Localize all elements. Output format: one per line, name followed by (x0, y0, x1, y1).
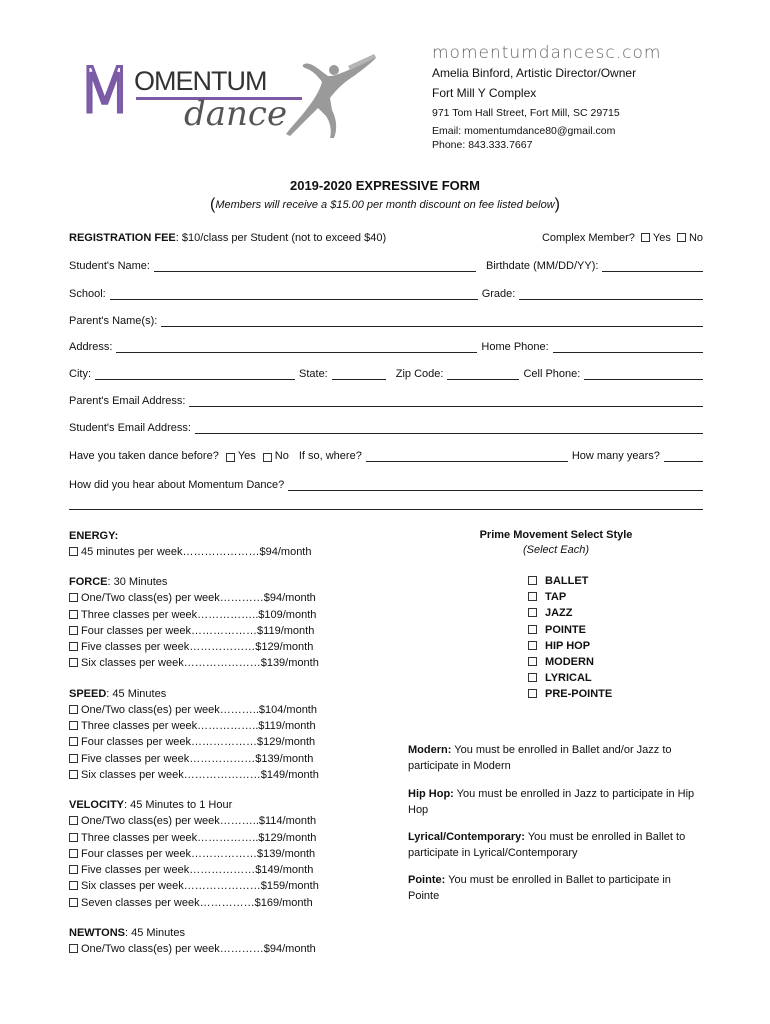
speed-duration: : 45 Minutes (106, 687, 167, 700)
option-label: Six classes per week…………………$159/month (81, 880, 319, 893)
address-label: Address: (69, 341, 113, 353)
option-label: Five classes per week………………$129/month (81, 641, 314, 654)
complex-member-yes-checkbox[interactable] (641, 233, 650, 242)
price-option[interactable] (69, 655, 349, 671)
registration-label: REGISTRATION FEE (69, 232, 176, 244)
style-label: PRE-POINTE (545, 688, 613, 701)
grade-label: Grade: (481, 288, 516, 300)
section-divider (69, 509, 703, 510)
parent-email-label: Parent's Email Address: (69, 395, 186, 407)
school-row (69, 284, 703, 300)
note-modern (408, 743, 698, 774)
force-name: FORCE (69, 576, 108, 589)
force-title (69, 574, 349, 590)
option-checkbox[interactable] (69, 754, 78, 763)
option-label: Four classes per week………………$129/month (81, 736, 316, 749)
style-option[interactable] (528, 670, 708, 686)
option-checkbox[interactable] (69, 898, 78, 907)
option-checkbox[interactable] (69, 833, 78, 842)
style-checkbox[interactable] (528, 689, 537, 698)
option-checkbox[interactable] (69, 849, 78, 858)
student-email-label: Student's Email Address: (69, 422, 191, 434)
price-option[interactable] (69, 544, 349, 560)
hear-about-label: How did you hear about Momentum Dance? (69, 479, 285, 491)
registration-text: : $10/class per Student (not to exceed $40) (175, 232, 387, 244)
option-label: Six classes per week…………………$139/month (81, 657, 319, 670)
option-checkbox[interactable] (69, 944, 78, 953)
option-checkbox[interactable] (69, 547, 78, 556)
note-lyrical (408, 830, 698, 861)
option-label: Five classes per week………………$149/month (81, 864, 314, 877)
how-many-years-label: How many years? (571, 450, 660, 462)
option-label: Five classes per week………………$139/month (81, 752, 314, 765)
subtitle-text: Members will receive a $15.00 per month discount on fee listed below (215, 199, 555, 211)
cell-phone-field[interactable] (584, 369, 703, 380)
option-label: Six classes per week…………………$149/month (81, 768, 319, 781)
note-text: You must be enrolled in Ballet and/or Jazz to participate in Modern (408, 744, 672, 772)
price-option[interactable] (69, 702, 349, 718)
taken-dance-label: Have you taken dance before? (69, 450, 219, 462)
speed-title (69, 686, 349, 702)
parents-names-field[interactable] (161, 316, 703, 327)
email-text: Email: momentumdance80@gmail.com (432, 125, 616, 137)
city-field[interactable] (95, 369, 295, 380)
option-label: 45 minutes per week…………………$94/month (81, 546, 312, 558)
hear-about-row (69, 475, 703, 491)
address-text: 971 Tom Hall Street, Fort Mill, SC 29715 (432, 107, 620, 119)
complex-member-no-checkbox[interactable] (677, 233, 686, 242)
registration-fee (69, 232, 390, 244)
owner-text: Amelia Binford, Artistic Director/Owner (432, 66, 637, 80)
option-checkbox[interactable] (69, 816, 78, 825)
price-option[interactable] (69, 813, 349, 829)
option-checkbox[interactable] (69, 593, 78, 602)
if-so-where-field[interactable] (366, 451, 568, 462)
city-label: City: (69, 368, 91, 380)
state-label: State: (299, 368, 328, 380)
option-checkbox[interactable] (69, 770, 78, 779)
parent-email-field[interactable] (189, 396, 703, 407)
yes-label: Yes (237, 450, 256, 462)
note-label: Modern: (408, 744, 452, 756)
price-option[interactable] (69, 734, 349, 750)
force-group (69, 574, 349, 671)
home-phone-field[interactable] (553, 342, 703, 353)
style-checkbox[interactable] (528, 625, 537, 634)
price-option[interactable] (69, 623, 349, 639)
style-column (408, 528, 708, 703)
style-subheading: (Select Each) (522, 544, 590, 556)
price-option[interactable] (69, 895, 349, 911)
velocity-title (69, 797, 349, 813)
style-option[interactable] (528, 686, 708, 702)
dancer-silhouette-icon (270, 54, 380, 140)
newtons-duration: : 45 Minutes (125, 927, 185, 940)
price-option[interactable] (69, 878, 349, 894)
style-label: MODERN (545, 656, 594, 669)
note-pointe (408, 873, 698, 904)
option-label: Seven classes per week……………$169/month (81, 896, 313, 909)
style-label: TAP (545, 591, 567, 604)
logo-word: OMENTUM (134, 66, 267, 96)
website-text: momentumdancesc.com (432, 43, 662, 63)
energy-name: ENERGY: (69, 530, 119, 542)
location-text: Fort Mill Y Complex (432, 86, 537, 100)
option-checkbox[interactable] (69, 658, 78, 667)
option-label: Three classes per week……………..$109/month (81, 608, 317, 621)
hear-about-field[interactable] (288, 480, 703, 491)
newtons-title (69, 925, 349, 941)
option-checkbox[interactable] (69, 610, 78, 619)
energy-group (69, 528, 349, 560)
zip-field[interactable] (447, 369, 519, 380)
price-option[interactable] (69, 590, 349, 606)
address-row (69, 337, 703, 353)
option-checkbox[interactable] (69, 721, 78, 730)
price-option[interactable] (69, 751, 349, 767)
note-label: Lyrical/Contemporary: (408, 831, 525, 843)
newtons-group (69, 925, 349, 957)
velocity-group (69, 797, 349, 911)
note-text: You must be enrolled in Ballet to participate in Lyrical/Contemporary (408, 831, 686, 859)
style-label: HIP HOP (545, 639, 591, 652)
note-text: You must be enrolled in Jazz to participate in Hip Hop (408, 788, 695, 816)
option-checkbox[interactable] (69, 737, 78, 746)
style-option[interactable] (528, 605, 708, 621)
student-name-field[interactable] (154, 261, 476, 272)
birthdate-field[interactable] (602, 261, 703, 272)
style-label: POINTE (545, 623, 586, 636)
home-phone-label: Home Phone: (481, 341, 549, 353)
city-row (69, 364, 703, 380)
style-checkbox[interactable] (528, 641, 537, 650)
momentum-dance-logo (74, 56, 374, 136)
style-checkbox[interactable] (528, 576, 537, 585)
style-checkbox[interactable] (528, 608, 537, 617)
note-hip-hop (408, 787, 698, 818)
option-checkbox[interactable] (69, 865, 78, 874)
style-label: LYRICAL (545, 672, 592, 685)
option-label: One/Two class(es) per week………..$104/month (81, 703, 317, 716)
option-label: Three classes per week……………..$119/month (81, 720, 316, 733)
note-text: You must be enrolled in Ballet to participate in Pointe (408, 874, 671, 902)
form-subtitle: (Members will receive a $15.00 per month discount on fee listed below) (209, 196, 560, 213)
option-label: Four classes per week………………$139/month (81, 847, 316, 860)
birthdate-label: Birthdate (MM/DD/YY): (485, 260, 599, 272)
contact-block (432, 44, 752, 152)
style-option[interactable] (528, 573, 708, 589)
price-option[interactable] (69, 718, 349, 734)
style-option[interactable] (528, 654, 708, 670)
no-label: No (688, 232, 703, 244)
how-many-years-field[interactable] (664, 451, 703, 462)
newtons-name: NEWTONS (69, 927, 126, 940)
no-label: No (274, 450, 289, 462)
style-label: JAZZ (545, 607, 573, 620)
option-label: Three classes per week……………..$129/month (81, 831, 317, 844)
style-option[interactable] (528, 638, 708, 654)
student-name-row (69, 256, 703, 272)
style-label: BALLET (545, 575, 589, 587)
logo-letter-m: M (78, 54, 128, 127)
school-field[interactable] (110, 289, 478, 300)
taken-dance-no-checkbox[interactable] (263, 453, 272, 462)
velocity-duration: : 45 Minutes to 1 Hour (124, 799, 233, 812)
zip-label: Zip Code: (395, 368, 444, 380)
style-list (528, 573, 708, 703)
student-email-row (69, 418, 703, 434)
state-field[interactable] (332, 369, 386, 380)
option-checkbox[interactable] (69, 626, 78, 635)
parents-names-row (69, 311, 703, 327)
energy-title (69, 528, 349, 544)
price-option[interactable] (69, 767, 349, 783)
parents-names-label: Parent's Name(s): (69, 315, 158, 327)
logo-script: dance (184, 94, 288, 134)
address-field[interactable] (116, 342, 477, 353)
price-option[interactable] (69, 862, 349, 878)
price-option[interactable] (69, 639, 349, 655)
yes-label: Yes (652, 232, 671, 244)
style-checkbox[interactable] (528, 592, 537, 601)
speed-group (69, 686, 349, 783)
velocity-name: VELOCITY (69, 799, 125, 812)
option-label: Four classes per week………………$119/month (81, 624, 315, 637)
form-title: 2019-2020 EXPRESSIVE FORM (289, 178, 481, 193)
complex-member-label: Complex Member? (541, 232, 635, 244)
style-option[interactable] (528, 622, 708, 638)
note-label: Pointe: (408, 874, 446, 886)
price-option[interactable] (69, 830, 349, 846)
style-checkbox[interactable] (528, 673, 537, 682)
cell-phone-label: Cell Phone: (523, 368, 581, 380)
option-checkbox[interactable] (69, 642, 78, 651)
style-heading: Prime Movement Select Style (479, 529, 633, 541)
style-checkbox[interactable] (528, 657, 537, 666)
option-label: One/Two class(es) per week…………$94/month (81, 592, 316, 605)
phone-text: Phone: 843.333.7667 (432, 139, 533, 151)
parent-email-row (69, 391, 703, 407)
dance-experience-row (69, 446, 703, 462)
if-so-where-label: If so, where? (298, 450, 362, 462)
option-label: One/Two class(es) per week………..$114/month (81, 815, 317, 828)
force-duration: : 30 Minutes (107, 576, 168, 589)
option-checkbox[interactable] (69, 881, 78, 890)
school-label: School: (69, 288, 106, 300)
taken-dance-yes-checkbox[interactable] (226, 453, 235, 462)
complex-member-group (542, 232, 703, 244)
pricing-column (69, 528, 349, 971)
price-option[interactable] (69, 607, 349, 623)
price-option[interactable] (69, 941, 349, 957)
note-label: Hip Hop: (408, 788, 454, 800)
style-option[interactable] (528, 589, 708, 605)
grade-field[interactable] (519, 289, 703, 300)
student-email-field[interactable] (195, 423, 703, 434)
speed-name: SPEED (69, 687, 107, 700)
price-option[interactable] (69, 846, 349, 862)
option-checkbox[interactable] (69, 705, 78, 714)
option-label: One/Two class(es) per week…………$94/month (81, 943, 316, 956)
student-name-label: Student's Name: (69, 260, 150, 272)
registration-row (69, 228, 703, 244)
